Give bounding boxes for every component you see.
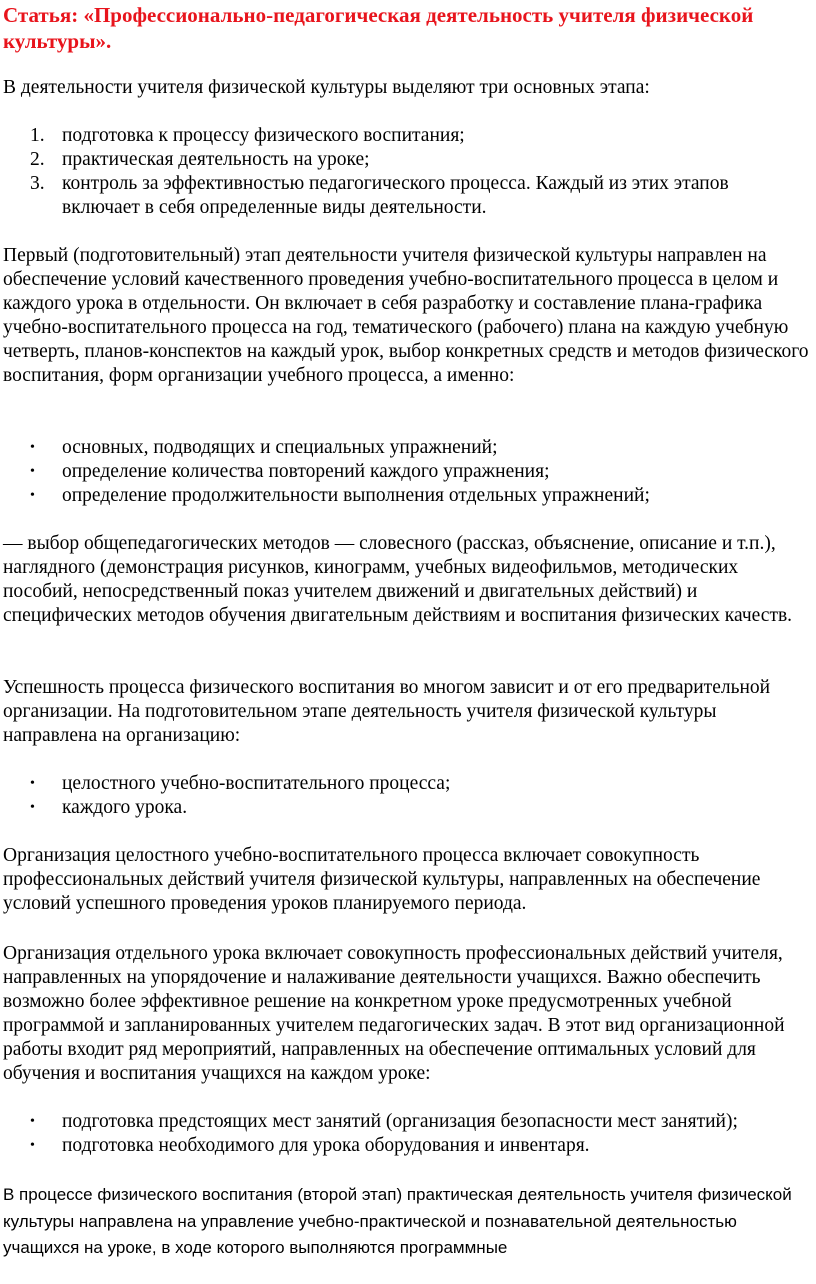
exercises-bullet-list: [0, 436, 790, 508]
list-number: 1.: [30, 125, 45, 146]
list-item-text: практическая деятельность на уроке;: [62, 149, 370, 170]
list-item-text: каждого урока.: [62, 797, 188, 818]
bullet-icon: •: [30, 488, 35, 503]
list-item: [0, 484, 790, 508]
bullet-icon: •: [30, 464, 35, 479]
list-item: [0, 1134, 790, 1158]
bullet-icon: •: [30, 1138, 35, 1153]
bullet-icon: •: [30, 440, 35, 455]
intro-paragraph: В деятельности учителя физической культуры выделяют три основных этапа:: [3, 77, 650, 98]
bullet-icon: •: [30, 800, 35, 815]
success-paragraph: Успешность процесса физического воспитания во многом зависит и от его предварительной организации. На подготовительном этапе деятельность учителя физической культуры направлена на организацию:: [3, 677, 771, 746]
list-item: [0, 436, 790, 460]
list-item: [0, 124, 790, 148]
list-item-text: подготовка к процессу физического воспитания;: [62, 125, 465, 146]
list-item: [0, 772, 790, 796]
holistic-process-paragraph: Организация целостного учебно-воспитательного процесса включает совокупность профессиональных действий учителя физической культуры, направленных на обеспечение условий успешного проведения уроков планируемого периода.: [3, 845, 761, 914]
organization-bullet-list: [0, 772, 790, 820]
second-stage-paragraph: В процессе физического воспитания (второй этап) практическая деятельность учителя физической культуры направлена на управление учебно-практической и познавательной деятельностью учащихся на уроке, в ходе которого выполняются программные: [3, 1185, 792, 1258]
list-item: [0, 172, 790, 220]
list-item-text: подготовка предстоящих мест занятий (организация безопасности мест занятий);: [62, 1111, 738, 1132]
article-title: Статья: «Профессионально-педагогическая деятельность учителя физической культуры».: [3, 3, 754, 53]
list-number: 2.: [30, 149, 45, 170]
list-number: 3.: [30, 173, 45, 194]
lesson-organization-paragraph: Организация отдельного урока включает совокупность профессиональных действий учителя, направленных на упорядочение и налаживание деятельности учащихся. Важно обеспечить возможно более эффективное решение на конкретном уроке предусмотренных учебной программой и запланированных учителем педагогических задач. В этот вид организационной работы входит ряд мероприятий, направленных на обеспечение оптимальных условий для обучения и воспитания учащихся на каждом уроке:: [3, 943, 785, 1084]
list-item-text: контроль за эффективностью педагогического процесса. Каждый из этих этапов включает в себя определенные виды деятельности.: [62, 173, 729, 218]
list-item: [0, 796, 790, 820]
first-stage-paragraph: Первый (подготовительный) этап деятельности учителя физической культуры направлен на обеспечение условий качественного проведения учебно-воспитательного процесса в целом и каждого урока в отдельности. Он включает в себя разработку и составление плана-графика учебно-воспитательного процесса на год, тематического (рабочего) плана на каждую учебную четверть, планов-конспектов на каждый урок, выбор конкретных средств и методов физического воспитания, форм организации учебного процесса, а именно:: [3, 245, 809, 386]
list-item-text: определение количества повторений каждого упражнения;: [62, 461, 550, 482]
list-item: [0, 148, 790, 172]
list-item-text: определение продолжительности выполнения отдельных упражнений;: [62, 485, 650, 506]
methods-paragraph: — выбор общепедагогических методов — словесного (рассказ, объяснение, описание и т.п.), наглядного (демонстрация рисунков, кинограмм, учебных видеофильмов, методических пособий, непосредственный показ учителем движений и двигательных действий) и специфических методов обучения двигательным действиям и воспитания физических качеств.: [3, 533, 793, 626]
list-item: [0, 460, 790, 484]
list-item-text: целостного учебно-воспитательного процесса;: [62, 773, 451, 794]
list-item-text: основных, подводящих и специальных упражнений;: [62, 437, 498, 458]
list-item-text: подготовка необходимого для урока оборудования и инвентаря.: [62, 1135, 590, 1156]
bullet-icon: •: [30, 776, 35, 791]
preparation-bullet-list: [0, 1110, 790, 1158]
bullet-icon: •: [30, 1114, 35, 1129]
stages-list: [0, 124, 790, 220]
list-item: [0, 1110, 790, 1134]
